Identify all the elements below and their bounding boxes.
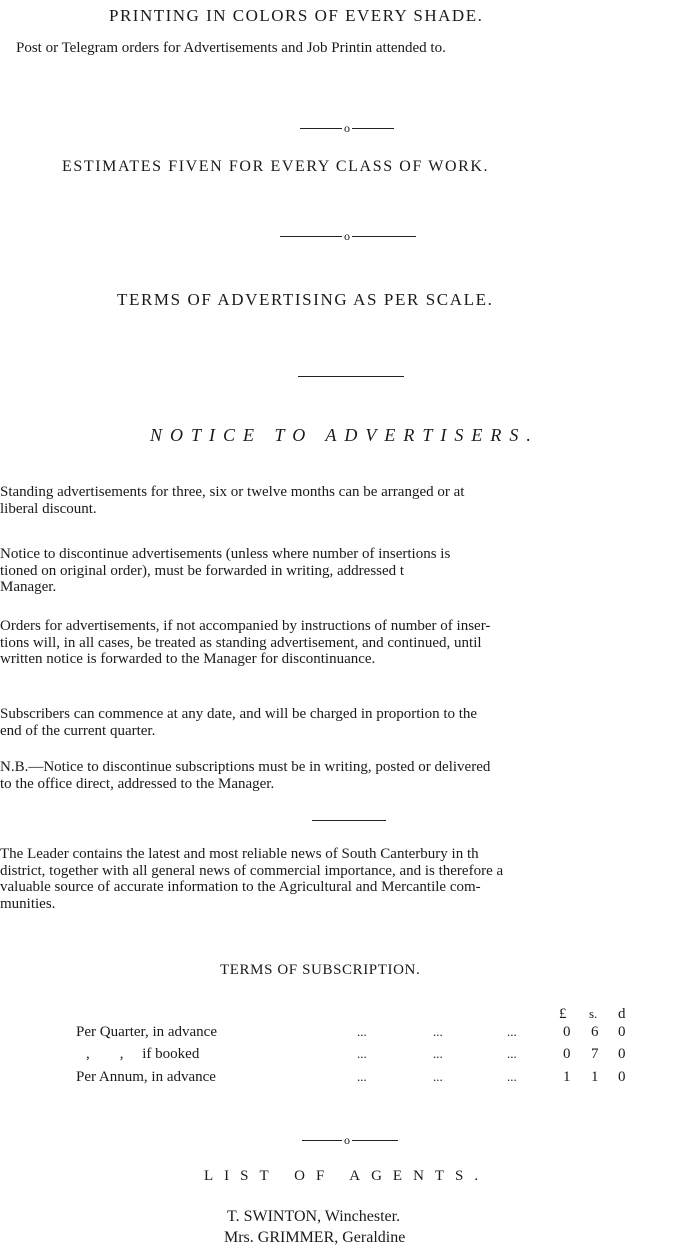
divider-3 [298,376,404,377]
divider-2: o [280,230,416,242]
notice-p3-line: tions will, in all cases, be treated as standing advertisement, and continued, until [0,634,482,651]
shillings-value: 6 [591,1024,599,1040]
notice-title: NOTICE TO ADVERTISERS. [150,425,539,445]
pence-value: 0 [618,1046,626,1062]
notice-p1-line: liberal discount. [0,500,97,517]
subscription-row-label: Per Annum, in advance [76,1069,216,1085]
notice-p4-line: Subscribers can commence at any date, and will be charged in proportion to the [0,706,478,722]
notice-p5-line: N.B.—Notice to discontinue subscriptions must be in writing, posted or delivered [0,759,491,775]
agent-entry: Mrs. GRIMMER, Geraldine [224,1229,406,1246]
divider-5: o [302,1134,398,1146]
notice-paragraph-4 [0,706,700,739]
estimates-heading: ESTIMATES FIVEN FOR EVERY CLASS OF WORK. [62,158,490,175]
subscription-row-label: , , if booked [86,1046,200,1062]
leader-line: munities. [0,895,56,912]
notice-paragraph-3 [0,618,700,668]
notice-p2-line: tioned on original order), must be forwarded in writing, addressed t [0,562,405,579]
notice-p2-line: Manager. [0,579,57,595]
dots: ... [507,1024,517,1039]
pence-value: 0 [618,1024,626,1040]
dots: ... [433,1046,443,1061]
leader-paragraph [0,846,700,912]
dots: ... [357,1024,367,1039]
notice-p1-line: Standing advertisements for three, six or twelve months can be arranged or at [0,484,465,500]
leader-line: The Leader contains the latest and most reliable news of South Canterbury in th [0,846,479,862]
leader-line: district, together with all general news of commercial importance, and is therefore a [0,862,504,879]
dots: ... [357,1046,367,1061]
pounds-value: 0 [563,1024,571,1040]
dots: ... [433,1069,443,1084]
shillings-value: 7 [591,1046,599,1062]
dots: ... [507,1046,517,1061]
printing-heading: PRINTING IN COLORS OF EVERY SHADE. [109,6,484,25]
pence-header: d [618,1006,626,1022]
notice-paragraph-2 [0,546,700,596]
notice-p2-line: Notice to discontinue advertisements (unless where number of insertions is [0,546,451,562]
orders-line: Post or Telegram orders for Advertisements and Job Printin attended to. [16,40,446,56]
notice-p5-line: to the office direct, addressed to the Manager. [0,775,275,792]
dots: ... [357,1069,367,1084]
notice-p3-line: Orders for advertisements, if not accompanied by instructions of number of inser- [0,618,491,634]
terms-advertising-heading: TERMS OF ADVERTISING AS PER SCALE. [117,290,494,309]
notice-p4-line: end of the current quarter. [0,722,156,739]
divider-1: o [300,122,394,134]
subscription-title: TERMS OF SUBSCRIPTION. [220,962,421,978]
pounds-value: 1 [563,1069,571,1085]
notice-paragraph-5 [0,759,700,792]
divider-4 [312,820,386,821]
shillings-value: 1 [591,1069,599,1085]
dots: ... [433,1024,443,1039]
pounds-value: 0 [563,1046,571,1062]
dots: ... [507,1069,517,1084]
notice-p3-line: written notice is forwarded to the Manager for discontinuance. [0,651,376,667]
leader-line: valuable source of accurate information to the Agricultural and Mercantile com- [0,879,481,895]
shillings-header: s. [589,1006,598,1021]
agent-entry: T. SWINTON, Winchester. [227,1208,401,1225]
pounds-header: £ [559,1006,567,1022]
pence-value: 0 [618,1069,626,1085]
notice-paragraph-1 [0,484,700,517]
agents-title: LIST OF AGENTS. [204,1168,490,1184]
subscription-row-label: Per Quarter, in advance [76,1024,217,1040]
